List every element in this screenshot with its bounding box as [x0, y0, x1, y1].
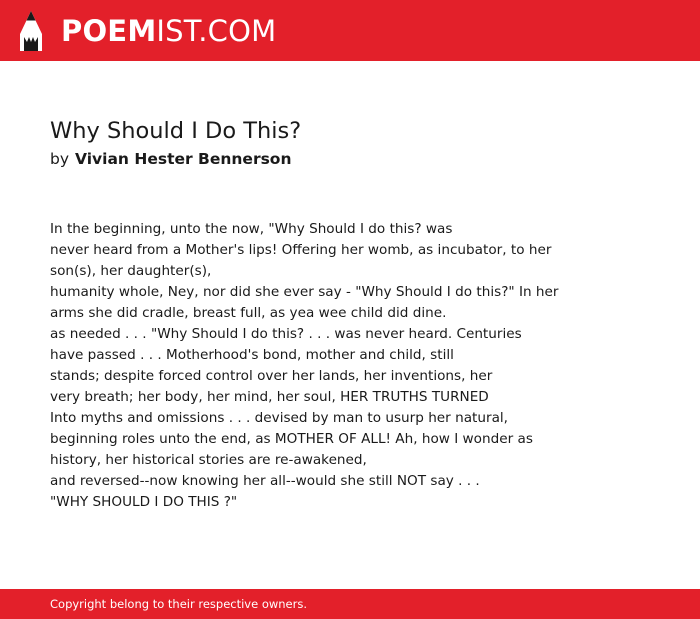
site-footer — [0, 589, 700, 619]
poem-line: "WHY SHOULD I DO THIS ?" — [50, 494, 238, 510]
poem-line: history, her historical stories are re-awakened, — [50, 452, 367, 468]
site-logo-text — [61, 10, 276, 52]
poem-line: Into myths and omissions . . . devised by man to usurp her natural, — [50, 410, 508, 426]
poem-line: very breath; her body, her mind, her soul, HER TRUTHS TURNED — [50, 389, 489, 405]
logo-light-text: IST.COM — [156, 14, 277, 48]
poem-line: never heard from a Mother's lips! Offering her womb, as incubator, to her — [50, 242, 552, 258]
poem-line: stands; despite forced control over her lands, her inventions, her — [50, 368, 493, 384]
logo-bold-text: POEM — [61, 14, 157, 48]
site-header — [0, 0, 700, 61]
poem-line: have passed . . . Motherhood's bond, mother and child, still — [50, 347, 454, 363]
poem-line: as needed . . . "Why Should I do this? . . . was never heard. Centuries — [50, 326, 522, 342]
poem-title: Why Should I Do This? — [50, 118, 302, 144]
site-logo-link[interactable] — [18, 10, 276, 52]
author-link[interactable]: Vivian Hester Bennerson — [75, 150, 292, 168]
byline-prefix: by — [50, 150, 70, 168]
poem-line: and reversed--now knowing her all--would she still NOT say . . . — [50, 473, 480, 489]
poem-line: arms she did cradle, breast full, as yea wee child did dine. — [50, 305, 447, 321]
poem-byline — [50, 148, 292, 170]
poem-line: son(s), her daughter(s), — [50, 263, 212, 279]
poem-line: beginning roles unto the end, as MOTHER OF ALL! Ah, how I wonder as — [50, 431, 533, 447]
pencil-icon — [18, 10, 44, 52]
poem-body — [50, 219, 610, 513]
copyright-notice: Copyright belong to their respective owners. — [50, 597, 308, 611]
poem-line: humanity whole, Ney, nor did she ever say - "Why Should I do this?" In her — [50, 284, 559, 300]
poem-line: In the beginning, unto the now, "Why Should I do this? was — [50, 221, 453, 237]
